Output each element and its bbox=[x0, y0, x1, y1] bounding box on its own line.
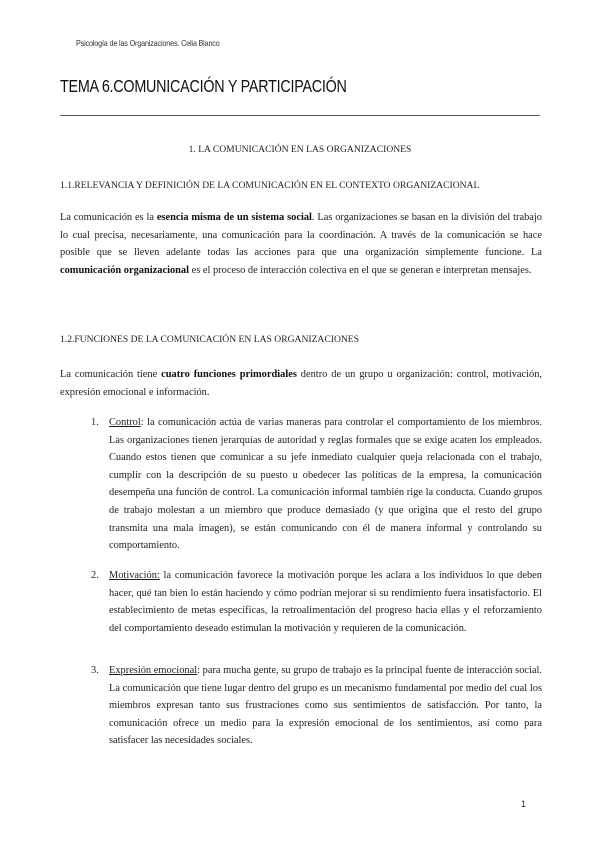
subsection-heading-relevance: 1.1.RELEVANCIA Y DEFINICIÓN DE LA COMUNICACIÓN EN EL CONTEXTO ORGANIZACIONAL bbox=[60, 180, 480, 191]
paragraph-definition bbox=[60, 209, 542, 279]
list-item-term: Motivación: bbox=[109, 570, 160, 581]
text-run: La comunicación tiene bbox=[60, 369, 162, 380]
emphasis-text: cuatro funciones primordiales bbox=[161, 369, 297, 380]
text-run: : la comunicación actúa de varias maneras para controlar el comportamiento de los miembros. Las organizaciones tienen jerarquías de autoridad y reglas formales que se exige acaten los empleados. Cuando estos tienen que comunicar a su jefe inmediato cualquier queja relacionada con el trabajo, cumplir con la descripción de su puesto u obedecer las políticas de la empresa, la comunicación desempeña una función de control. La comunicación informal también rige la conducta. Cuando grupos de trabajo molestan a un miembro que produce demasiado (y que origina que el resto del grupo transmita una mala imagen), se están comunicando con él de manera informal y controlando su comportamiento. bbox=[109, 417, 542, 552]
document-title: TEMA 6.COMUNICACIÓN Y PARTICIPACIÓN bbox=[60, 76, 347, 96]
text-run: es el proceso de interacción colectiva en el que se generan e interpretan mensajes. bbox=[189, 264, 532, 276]
list-item-text bbox=[109, 567, 542, 637]
list-number: 2. bbox=[91, 570, 99, 581]
list-item-motivation bbox=[91, 567, 542, 637]
list-item-control bbox=[91, 414, 542, 555]
emphasis-text: esencia misma de un sistema social bbox=[156, 212, 312, 223]
list-item-term: Expresión emocional bbox=[109, 665, 198, 676]
paragraph-functions-intro bbox=[60, 366, 542, 401]
running-header: Psicología de las Organizaciones. Celia Blanco bbox=[76, 38, 220, 48]
section-heading: 1. LA COMUNICACIÓN EN LAS ORGANIZACIONES bbox=[188, 144, 412, 155]
page-number: 1 bbox=[521, 799, 527, 809]
list-item-text bbox=[109, 414, 542, 555]
list-number: 1. bbox=[91, 417, 99, 428]
list-item-text bbox=[109, 662, 542, 750]
text-run: . Las organizaciones se basan en la división del trabajo lo cual precisa, necesariamente, una comunicación para la coordinación. A través de la comunicación se hace posible que se lleven adelante todas las acciones para que una organización simplemente funcione. La bbox=[60, 212, 542, 259]
text-run: dentro de un grupo u organización: control, motivación, expresión emocional e información. bbox=[60, 369, 543, 398]
text-run: la comunicación favorece la motivación porque les aclara a los individuos lo que deben hacer, qué tan bien lo están haciendo y cómo podrían mejorar si su rendimiento fuera insatisfactorio. El establecimiento de metas específicas, la retroalimentación del progreso hacia ellas y el reforzamiento del comportamiento deseado estimulan la motivación y requieren de la comunicación. bbox=[109, 570, 542, 634]
subsection-heading-functions: 1.2.FUNCIONES DE LA COMUNICACIÓN EN LAS ORGANIZACIONES bbox=[60, 334, 360, 345]
emphasis-text: comunicación organizacional bbox=[60, 264, 190, 276]
list-item-emotional-expression bbox=[91, 662, 542, 750]
list-item-term: Control bbox=[109, 417, 141, 428]
title-divider bbox=[60, 115, 540, 116]
text-run: : para mucha gente, su grupo de trabajo es la principal fuente de interacción social. La comunicación que tiene lugar dentro del grupo es un mecanismo fundamental por medio del cual los miembros expresan tanto sus frustraciones como sus sentimientos de satisfacción. Por tanto, la comunicación ofrece un medio para la expresión emocional de los sentimientos, así como para satisfacer las necesidades sociales. bbox=[109, 665, 542, 747]
list-number: 3. bbox=[91, 665, 99, 676]
text-run: La comunicación es la bbox=[60, 212, 157, 223]
